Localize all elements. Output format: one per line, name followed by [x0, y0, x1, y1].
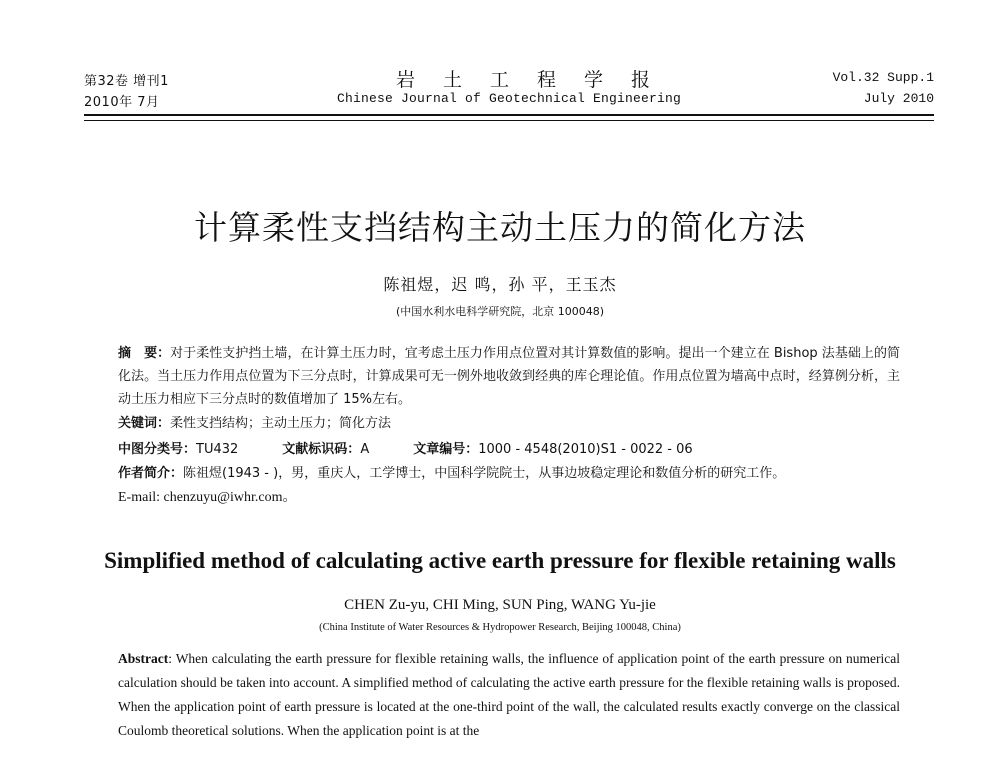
affiliation-cn: (中国水利水电科学研究院，北京 100048): [395, 305, 605, 318]
header-rule-thick: [84, 114, 934, 116]
journal-title-en: Chinese Journal of Geotechnical Engineering: [336, 91, 682, 106]
author-bio: [118, 462, 785, 481]
doc-code-value: A: [360, 442, 370, 457]
abstract-en-text: : When calculating the earth pressure for flexible retaining walls, the influence of application point of the earth pressure on numerical calculation should be taken into account. A simplified method of calculating the active earth pressure for the flexible retaining walls is proposed. When the application point of earth pressure is located at the one-third point of the wall, the calculated results exactly converge on the classical Coulomb theoretical solutions. When the application point is at the: [118, 651, 900, 738]
bio-label: 作者简介：: [118, 466, 184, 481]
abstract-cn-label: 摘 要：: [118, 346, 171, 361]
abstract-en-label: Abstract: [118, 651, 169, 666]
abstract-en: [118, 647, 900, 743]
affiliation-en: (China Institute of Water Resources & Hydropower Research, Beijing 100048, China): [319, 622, 681, 633]
volume-issue-en: Vol.32 Supp.1: [832, 70, 934, 85]
clc-label: 中图分类号：: [118, 442, 197, 457]
authors-en: CHEN Zu-yu, CHI Ming, SUN Ping, WANG Yu-jie: [344, 597, 656, 613]
volume-issue: 第32卷 增刊1: [84, 74, 169, 89]
keywords-text: 柔性支挡结构；主动土压力；简化方法: [170, 416, 392, 431]
issue-date-en: July 2010: [863, 91, 934, 106]
article-no-label: 文章编号：: [413, 442, 479, 457]
issue-date-cn: 2010年 7月: [84, 95, 160, 110]
bio-text: 陈祖煜(1943 - )，男，重庆人，工学博士，中国科学院院士，从事边坡稳定理论和数值分析的研究工作。: [183, 466, 786, 481]
author-email: E-mail: chenzuyu@iwhr.com。: [118, 490, 297, 505]
abstract-cn-text: 对于柔性支护挡土墙，在计算土压力时，宜考虑土压力作用点位置对其计算数值的影响。提出一个建立在 Bishop 法基础上的简化法。当土压力作用点位置为下三分点时，计算成果可无一例外地收敛到经典的库仑理论值。作用点位置为墙高中点时，经算例分析，主动土压力相应下三分点时的数值增加了 15%左右。: [118, 346, 900, 407]
article-title-en: Simplified method of calculating active earth pressure for flexible retaining walls: [104, 548, 896, 573]
keywords-cn: [118, 412, 391, 431]
journal-title-cn: 岩土工程学报: [395, 69, 678, 91]
article-title-cn: 计算柔性支挡结构主动土压力的简化方法: [194, 208, 806, 247]
abstract-cn: [118, 342, 900, 411]
doc-code-label: 文献标识码：: [282, 442, 361, 457]
authors-cn: 陈祖煜，迟 鸣，孙 平，王玉杰: [383, 275, 617, 294]
keywords-label: 关键词：: [118, 416, 171, 431]
header-rule-thin: [84, 120, 934, 121]
article-no-value: 1000 - 4548(2010)S1 - 0022 - 06: [478, 442, 693, 457]
classification-line: [118, 438, 693, 457]
clc-value: TU432: [196, 442, 239, 457]
